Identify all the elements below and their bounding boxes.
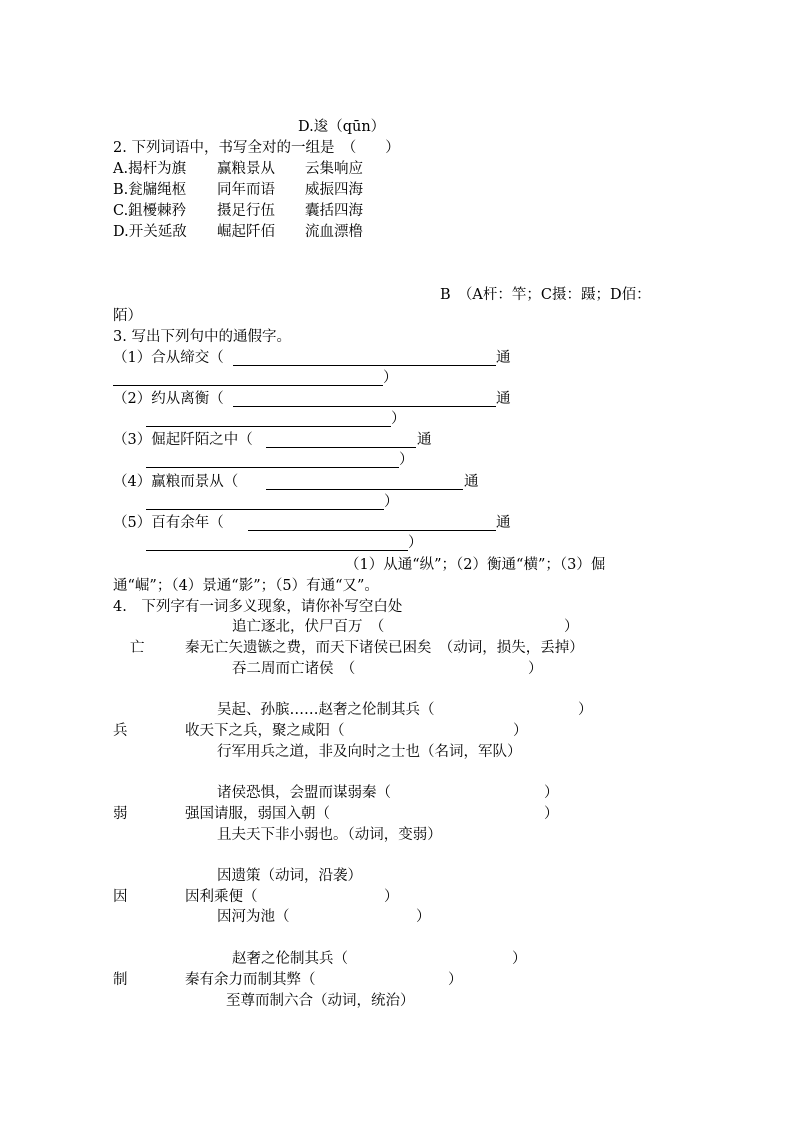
q4-yin-close-2: ） (384, 889, 399, 905)
q4-zhi-line-3: 至尊而制六合（动词，统治） (226, 993, 415, 1009)
q4-zhi-close-2: ） (448, 972, 463, 988)
q3-blank-3a[interactable] (266, 447, 416, 448)
q3-close-4: ） (384, 494, 399, 510)
q3-close-1: ） (383, 370, 398, 386)
q3-blank-1a[interactable] (233, 365, 496, 366)
q4-zhi-line-1: 赵奢之伦制其兵（ (232, 951, 348, 967)
q3-blank-5a[interactable] (248, 530, 496, 531)
q3-stem: 3. 写出下列句中的通假字。 (113, 329, 291, 345)
q4-bing-line-3: 行军用兵之道，非及向时之士也（名词，军队） (217, 744, 522, 760)
q3-close-3: ） (399, 452, 414, 468)
q2-option-a-w3: 云集响应 (305, 161, 363, 177)
q2-option-c-w1: C.鉏櫌棘矜 (113, 203, 187, 219)
q3-item-3: （3）倔起阡陌之中（ (113, 432, 253, 448)
q4-bing-line-2: 收天下之兵，聚之咸阳（ (185, 723, 345, 739)
q2-option-a-w2: 赢粮景从 (217, 161, 275, 177)
q4-zhi-line-2: 秦有余力而制其弊（ (185, 972, 316, 988)
q4-wang-line-1: 追亡逐北，伏尸百万 （ (232, 619, 385, 635)
q3-tong-3: 通 (417, 432, 432, 448)
q2-option-b-w2: 同年而语 (217, 182, 275, 198)
q3-item-5: （5）百有余年（ (113, 515, 224, 531)
q4-yin-close-3: ） (416, 909, 431, 925)
q3-item-2: （2）约从离衡（ (113, 391, 224, 407)
q4-ruo-line-1: 诸侯恐惧，会盟而谋弱秦（ (217, 785, 391, 801)
q4-ruo-char: 弱 (113, 806, 128, 822)
q2-option-a-w1: A.揭杆为旗 (113, 161, 187, 177)
q3-tong-1: 通 (496, 350, 511, 366)
q3-blank-2a[interactable] (233, 406, 496, 407)
q4-wang-close-1: ） (564, 619, 579, 635)
q3-blank-2b[interactable] (146, 426, 391, 427)
q2-option-d-w2: 崛起阡佰 (217, 224, 275, 240)
q2-option-d-w3: 流血漂橹 (305, 224, 363, 240)
q4-bing-line-1: 吴起、孙膑……赵奢之伦制其兵（ (217, 702, 435, 718)
q4-ruo-close-2: ） (544, 806, 559, 822)
q3-item-1: （1）合从缔交（ (113, 350, 224, 366)
q4-ruo-line-2: 强国请服，弱国入朝（ (185, 806, 330, 822)
q2-answer: B （A杆：竿；C摄：蹑；D佰： (440, 287, 651, 303)
q4-ruo-close-1: ） (544, 785, 559, 801)
q3-answer-cont: 通“崛”；（4）景通“影”；（5）有通“又”。 (113, 578, 379, 594)
q4-ruo-line-3: 且夫天下非小弱也。（动词，变弱） (217, 827, 442, 843)
q4-zhi-char: 制 (113, 972, 128, 988)
q2-option-c-w2: 摄足行伍 (217, 203, 275, 219)
q3-blank-5b[interactable] (146, 550, 408, 551)
q4-bing-char: 兵 (113, 723, 128, 739)
q4-yin-char: 因 (113, 889, 128, 905)
q4-wang-line-3: 吞二周而亡诸侯 （ (232, 661, 356, 677)
q4-stem: 4. 下列字有一词多义现象，请你补写空白处 (113, 599, 403, 615)
q2-option-d-w1: D.开关延敌 (113, 224, 187, 240)
q3-blank-4a[interactable] (266, 489, 463, 490)
q3-close-2: ） (391, 411, 406, 427)
q2-option-c-w3: 囊括四海 (305, 203, 363, 219)
q2-answer-cont: 陌） (113, 308, 142, 324)
q3-tong-4: 通 (464, 474, 479, 490)
q3-close-5: ） (408, 535, 423, 551)
q4-yin-line-3: 因河为池（ (217, 909, 290, 925)
q4-zhi-close-1: ） (512, 951, 527, 967)
q2-stem: 2. 下列词语中，书写全对的一组是 （ ） (113, 140, 400, 156)
q4-wang-close-3: ） (528, 661, 543, 677)
q4-yin-line-1: 因遗策（动词，沿袭） (217, 868, 362, 884)
q3-tong-2: 通 (496, 391, 511, 407)
q4-bing-close-1: ） (578, 702, 593, 718)
q2-option-b-w3: 威振四海 (305, 182, 363, 198)
q4-bing-close-2: ） (513, 723, 528, 739)
q4-wang-line-2: 秦无亡矢遗镞之费，而天下诸侯已困矣 （动词，损失，丢掉） (185, 640, 584, 656)
q2-option-b-w1: B.瓮牖绳枢 (113, 182, 187, 198)
q3-blank-3b[interactable] (146, 467, 399, 468)
q3-blank-4b[interactable] (146, 509, 384, 510)
q3-tong-5: 通 (496, 515, 511, 531)
q4-yin-line-2: 因利乘便（ (185, 889, 258, 905)
q3-blank-1b[interactable] (113, 385, 383, 386)
q4-wang-char: 亡 (130, 640, 145, 656)
q3-item-4: （4）赢粮而景从（ (113, 474, 239, 490)
q3-answer: （1）从通“纵”；（2）衡通“横”；（3）倔 (345, 557, 606, 573)
q1-option-d: D.逡（qūn） (298, 119, 386, 135)
